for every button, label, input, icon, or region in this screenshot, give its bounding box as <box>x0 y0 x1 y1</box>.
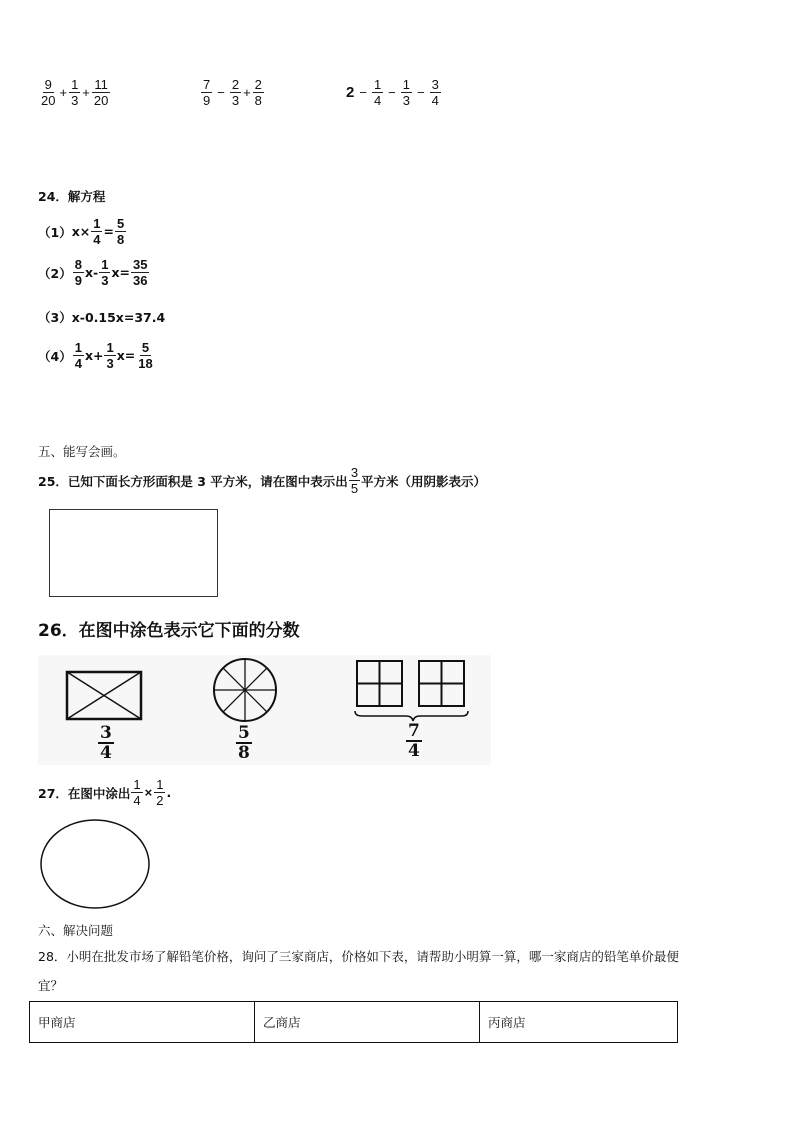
fraction: $\frac{7}{9}$ <box>203 77 211 108</box>
rectangle-figure[interactable] <box>49 509 218 597</box>
q24-part3: （3） x-0.15x=37.4 <box>38 309 166 325</box>
fig2-fraction: $\frac{5}{8}$ <box>238 723 250 763</box>
ellipse-figure[interactable] <box>38 818 154 914</box>
q28-line1: 28．小明在批发市场了解铅笔价格，询问了三家商店，价格如下表，请帮助小明算一算，哪一家商店的铅笔单价最便 <box>38 949 679 964</box>
table-cell: 甲商店 <box>30 1002 255 1043</box>
fraction: $\frac{1}{3}$ <box>71 77 79 108</box>
q24-part2: （2） $\frac{8}{9}$ x- $\frac{1}{3}$ x= $\frac{35}{36}$ <box>38 257 148 288</box>
fraction: $\frac{3}{4}$ <box>431 77 439 108</box>
two-squares-figure[interactable] <box>352 658 472 722</box>
section5-title: 五、能写会画。 <box>38 444 126 459</box>
q25-text: 25．已知下面长方形面积是 3 平方米，请在图中表示出 $\frac{3}{5}$ 平方米（用阴影表示） <box>38 465 487 496</box>
table-cell: 丙商店 <box>480 1002 678 1043</box>
expression-3: 2 − $\frac{1}{4}$ − $\frac{1}{3}$ − $\frac{3}{4}$ <box>346 77 439 108</box>
q28-line2: 宜？ <box>38 978 64 993</box>
rectangle-x-figure[interactable] <box>64 670 144 722</box>
expression-2: $\frac{7}{9}$ − $\frac{2}{3}$ + $\frac{2}{8}$ <box>203 77 262 108</box>
fraction: $\frac{2}{3}$ <box>231 77 240 108</box>
fraction: $\frac{1}{4}$ <box>373 77 382 108</box>
q24-title: 24．解方程 <box>38 189 106 204</box>
price-table <box>29 1001 678 1043</box>
fig3-fraction: $\frac{7}{4}$ <box>408 721 420 761</box>
q24-part4: （4） $\frac{1}{4}$ x+ $\frac{1}{3}$ x= $\frac{5}{18}$ <box>38 340 153 371</box>
circle-eighths-figure[interactable] <box>210 655 280 725</box>
table-cell: 乙商店 <box>255 1002 480 1043</box>
fig1-fraction: $\frac{3}{4}$ <box>100 723 112 763</box>
section6-title: 六、解决问题 <box>38 923 114 938</box>
q26-title: 26．在图中涂色表示它下面的分数 <box>38 621 300 641</box>
expression-1: $\frac{9}{20}$ + $\frac{1}{3}$ + $\frac{11}{20}$ <box>41 77 109 108</box>
fraction: $\frac{1}{3}$ <box>402 77 410 108</box>
fraction: $\frac{11}{20}$ <box>93 77 109 108</box>
q24-part1: （1） x× $\frac{1}{4}$ = $\frac{5}{8}$ <box>38 216 125 247</box>
q27-text: 27．在图中涂出 $\frac{1}{4}$ × $\frac{1}{2}$ . <box>38 777 172 808</box>
fraction: $\frac{2}{8}$ <box>254 77 262 108</box>
table-row <box>30 1002 678 1043</box>
fraction: $\frac{9}{20}$ <box>41 77 56 108</box>
